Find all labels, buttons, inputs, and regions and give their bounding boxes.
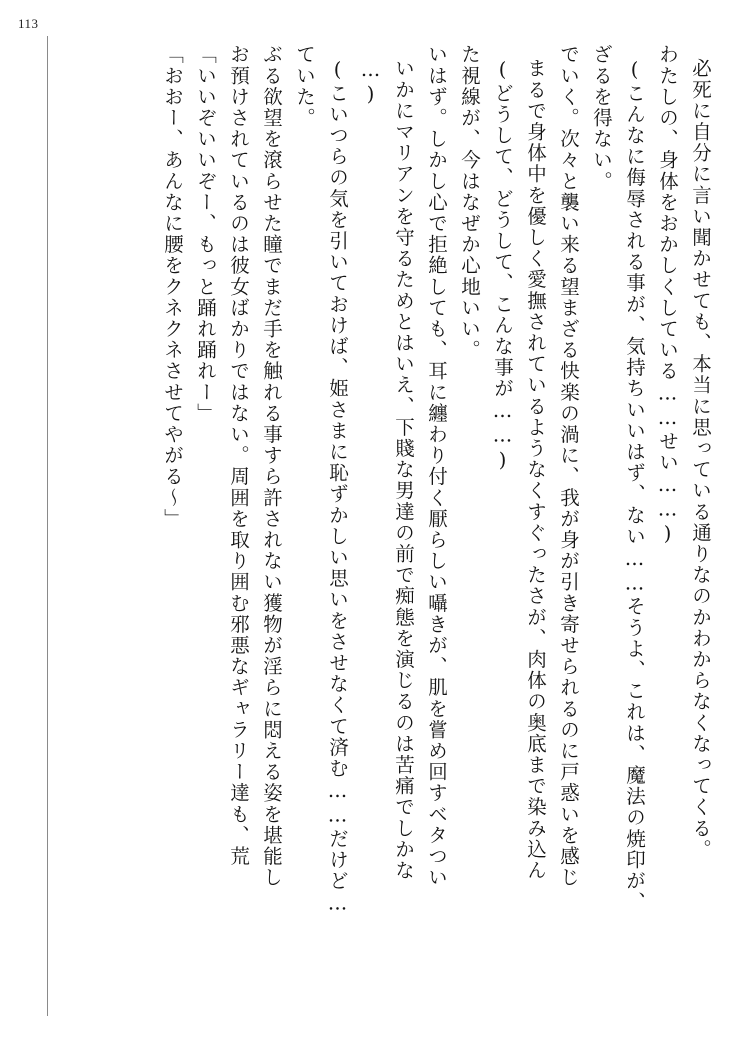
text-column: (どうして、どうして、こんな事が……) [491, 58, 514, 473]
text-column: わたしの、身体をおかしくしている……せい……) [656, 44, 679, 547]
text-column: ていた。 [293, 44, 316, 129]
page-number: 113 [18, 16, 39, 31]
text-column: (こいつらの気を引いておけば、姫さまに恥ずかしい思いをさせなくて済む……だけど… [326, 58, 349, 916]
text-column: いかにマリアンを守るためとはいえ、下賤な男達の前で痴態を演じるのは苦痛でしかな [392, 58, 415, 881]
text-column: 「いいぞいいぞー、もっと踊れ踊れー」 [194, 44, 217, 424]
text-column: 必死に自分に言い聞かせても、本当に思っている通りなのかわからなくなってくる。 [689, 58, 712, 860]
text-column: まるで身体中を優しく愛撫されているようなくすぐったさが、肉体の奥底まで染み込ん [524, 58, 547, 881]
text-column: …) [359, 58, 382, 108]
text-column: お預けされているのは彼女ばかりではない。周囲を取り囲む邪悪なギャラリー達も、荒 [227, 44, 250, 867]
text-column: た視線が、今はなぜか心地いい。 [458, 44, 481, 361]
text-column: いはず。しかし心で拒絶しても、耳に纏わり付く厭らしい囁きが、肌を嘗め回すベタつい [425, 44, 448, 888]
vertical-text-block [149, 44, 710, 1004]
text-column: (こんなに侮辱される事が、気持ちいいはず、ない……そうよ、これは、魔法の焼印が、 [623, 58, 646, 913]
text-column: 「おおー、あんなに腰をクネクネさせてやがる～」 [161, 44, 184, 530]
text-column: でいく。次々と襲い来る望まざる快楽の渦に、我が身が引き寄せられるのに戸惑いを感じ [557, 44, 580, 888]
text-column: ぶる欲望を滾らせた瞳でまだ手を触れる事すら許されない獲物が淫らに悶える姿を堪能し [260, 44, 283, 888]
text-column: ざるを得ない。 [590, 44, 613, 192]
margin-rule [47, 36, 48, 1016]
